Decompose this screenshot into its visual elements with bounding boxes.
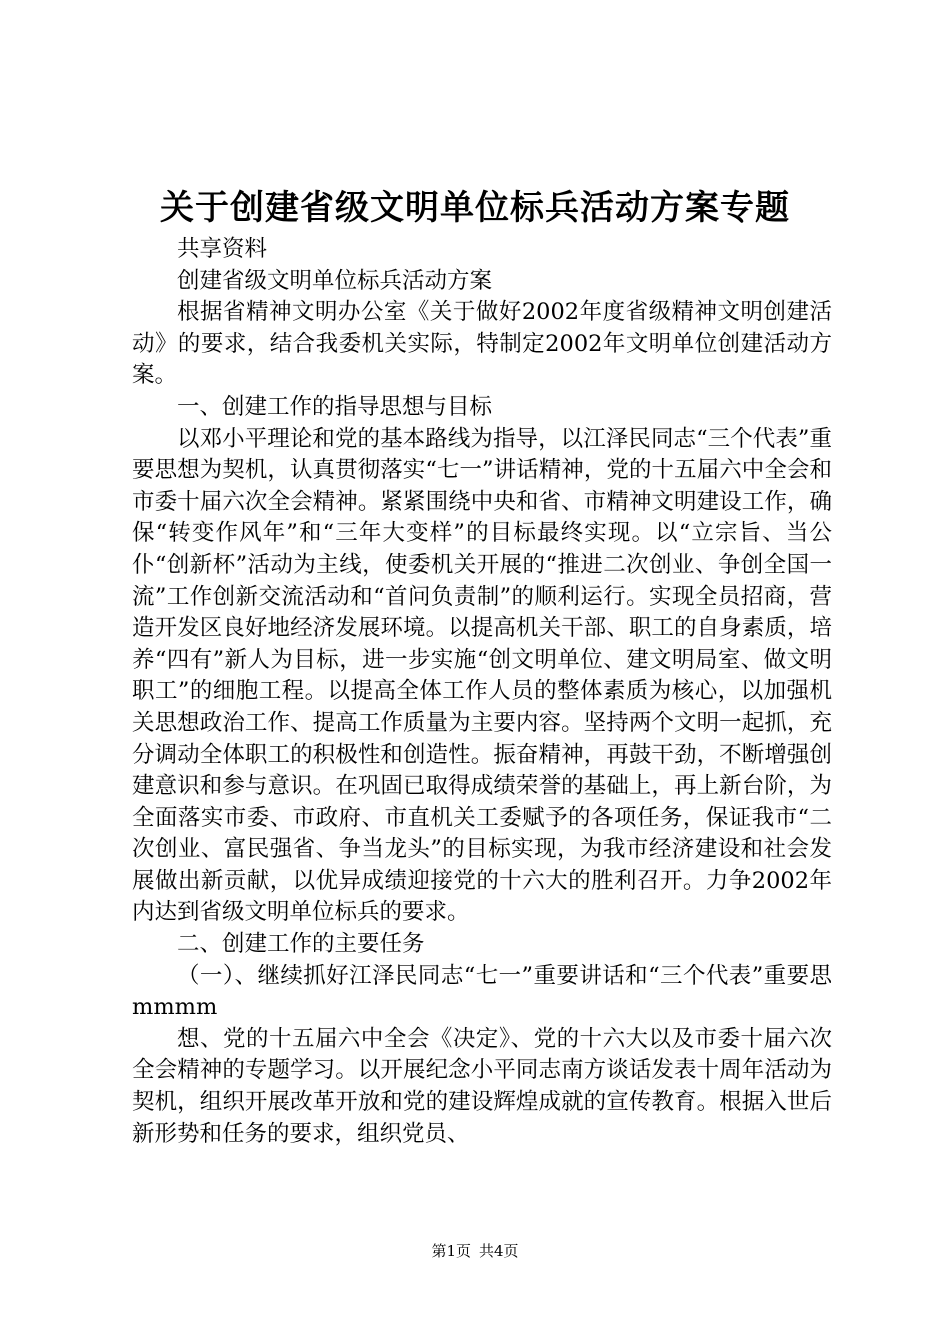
- page-number: 第1页: [431, 1242, 471, 1260]
- paragraph-task-one-heading: （一）、继续抓好江泽民同志“七一”重要讲话和“三个代表”重要思mmmm: [132, 962, 832, 1021]
- paragraph-task-one-body: 想、党的十五届六中全会《决定》、党的十六大以及市委十届六次全会精神的专题学习。以开展纪念小平同志南方谈话发表十周年活动为契机，组织开展改革开放和党的建设辉煌成就的宣传教育。根据入世后新形势和任务的要求，组织党员、: [132, 1025, 832, 1147]
- paragraph-shared-material: 共享资料: [177, 236, 268, 262]
- section-heading-main-tasks: 二、创建工作的主要任务: [177, 931, 425, 958]
- section-heading-guiding-thought: 一、创建工作的指导思想与目标: [177, 393, 493, 420]
- paragraph-guiding-thought: 以邓小平理论和党的基本路线为指导，以江泽民同志“三个代表”重要思想为契机，认真贯彻落实“七一”讲话精神，党的十五届六中全会和市委十届六次全会精神。紧紧围绕中央和省、市精神文明建设工作，确保“转变作风年”和“三年大变样”的目标最终实现。以“立宗旨、当公仆“创新杯”活动为主线，使委机关开展的“推进二次创业、争创全国一流”工作创新交流活动和“首问负责制”的顺利运行。实现全员招商，营造开发区良好地经济发展环境。以提高机关干部、职工的自身素质，培养“四有”新人为目标，进一步实施“创文明单位、建文明局室、做文明职工”的细胞工程。以提高全体工作人员的整体素质为核心，以加强机关思想政治工作、提高工作质量为主要内容。坚持两个文明一起抓，充分调动全体职工的积极性和创造性。振奋精神，再鼓干劲，不断增强创建意识和参与意识。在巩固已取得成绩荣誉的基础上，再上新台阶，为全面落实市委、市政府、市直机关工委赋予的各项任务，保证我市“二次创业、富民强省、争当龙头”的目标实现，为我市经济建设和社会发展做出新贡献，以优异成绩迎接党的十六大的胜利召开。力争2002年内达到省级文明单位标兵的要求。: [132, 425, 832, 926]
- page-total: 共4页: [479, 1242, 519, 1260]
- document-body: [132, 234, 832, 1150]
- page-footer: [0, 1241, 950, 1261]
- paragraph-plan-name: 创建省级文明单位标兵活动方案: [177, 267, 493, 294]
- paragraph-intro: 根据省精神文明办公室《关于做好2002年度省级精神文明创建活动》的要求，结合我委机关实际，特制定2002年文明单位创建活动方案。: [132, 299, 832, 389]
- document-title: 关于创建省级文明单位标兵活动方案专题: [160, 188, 790, 228]
